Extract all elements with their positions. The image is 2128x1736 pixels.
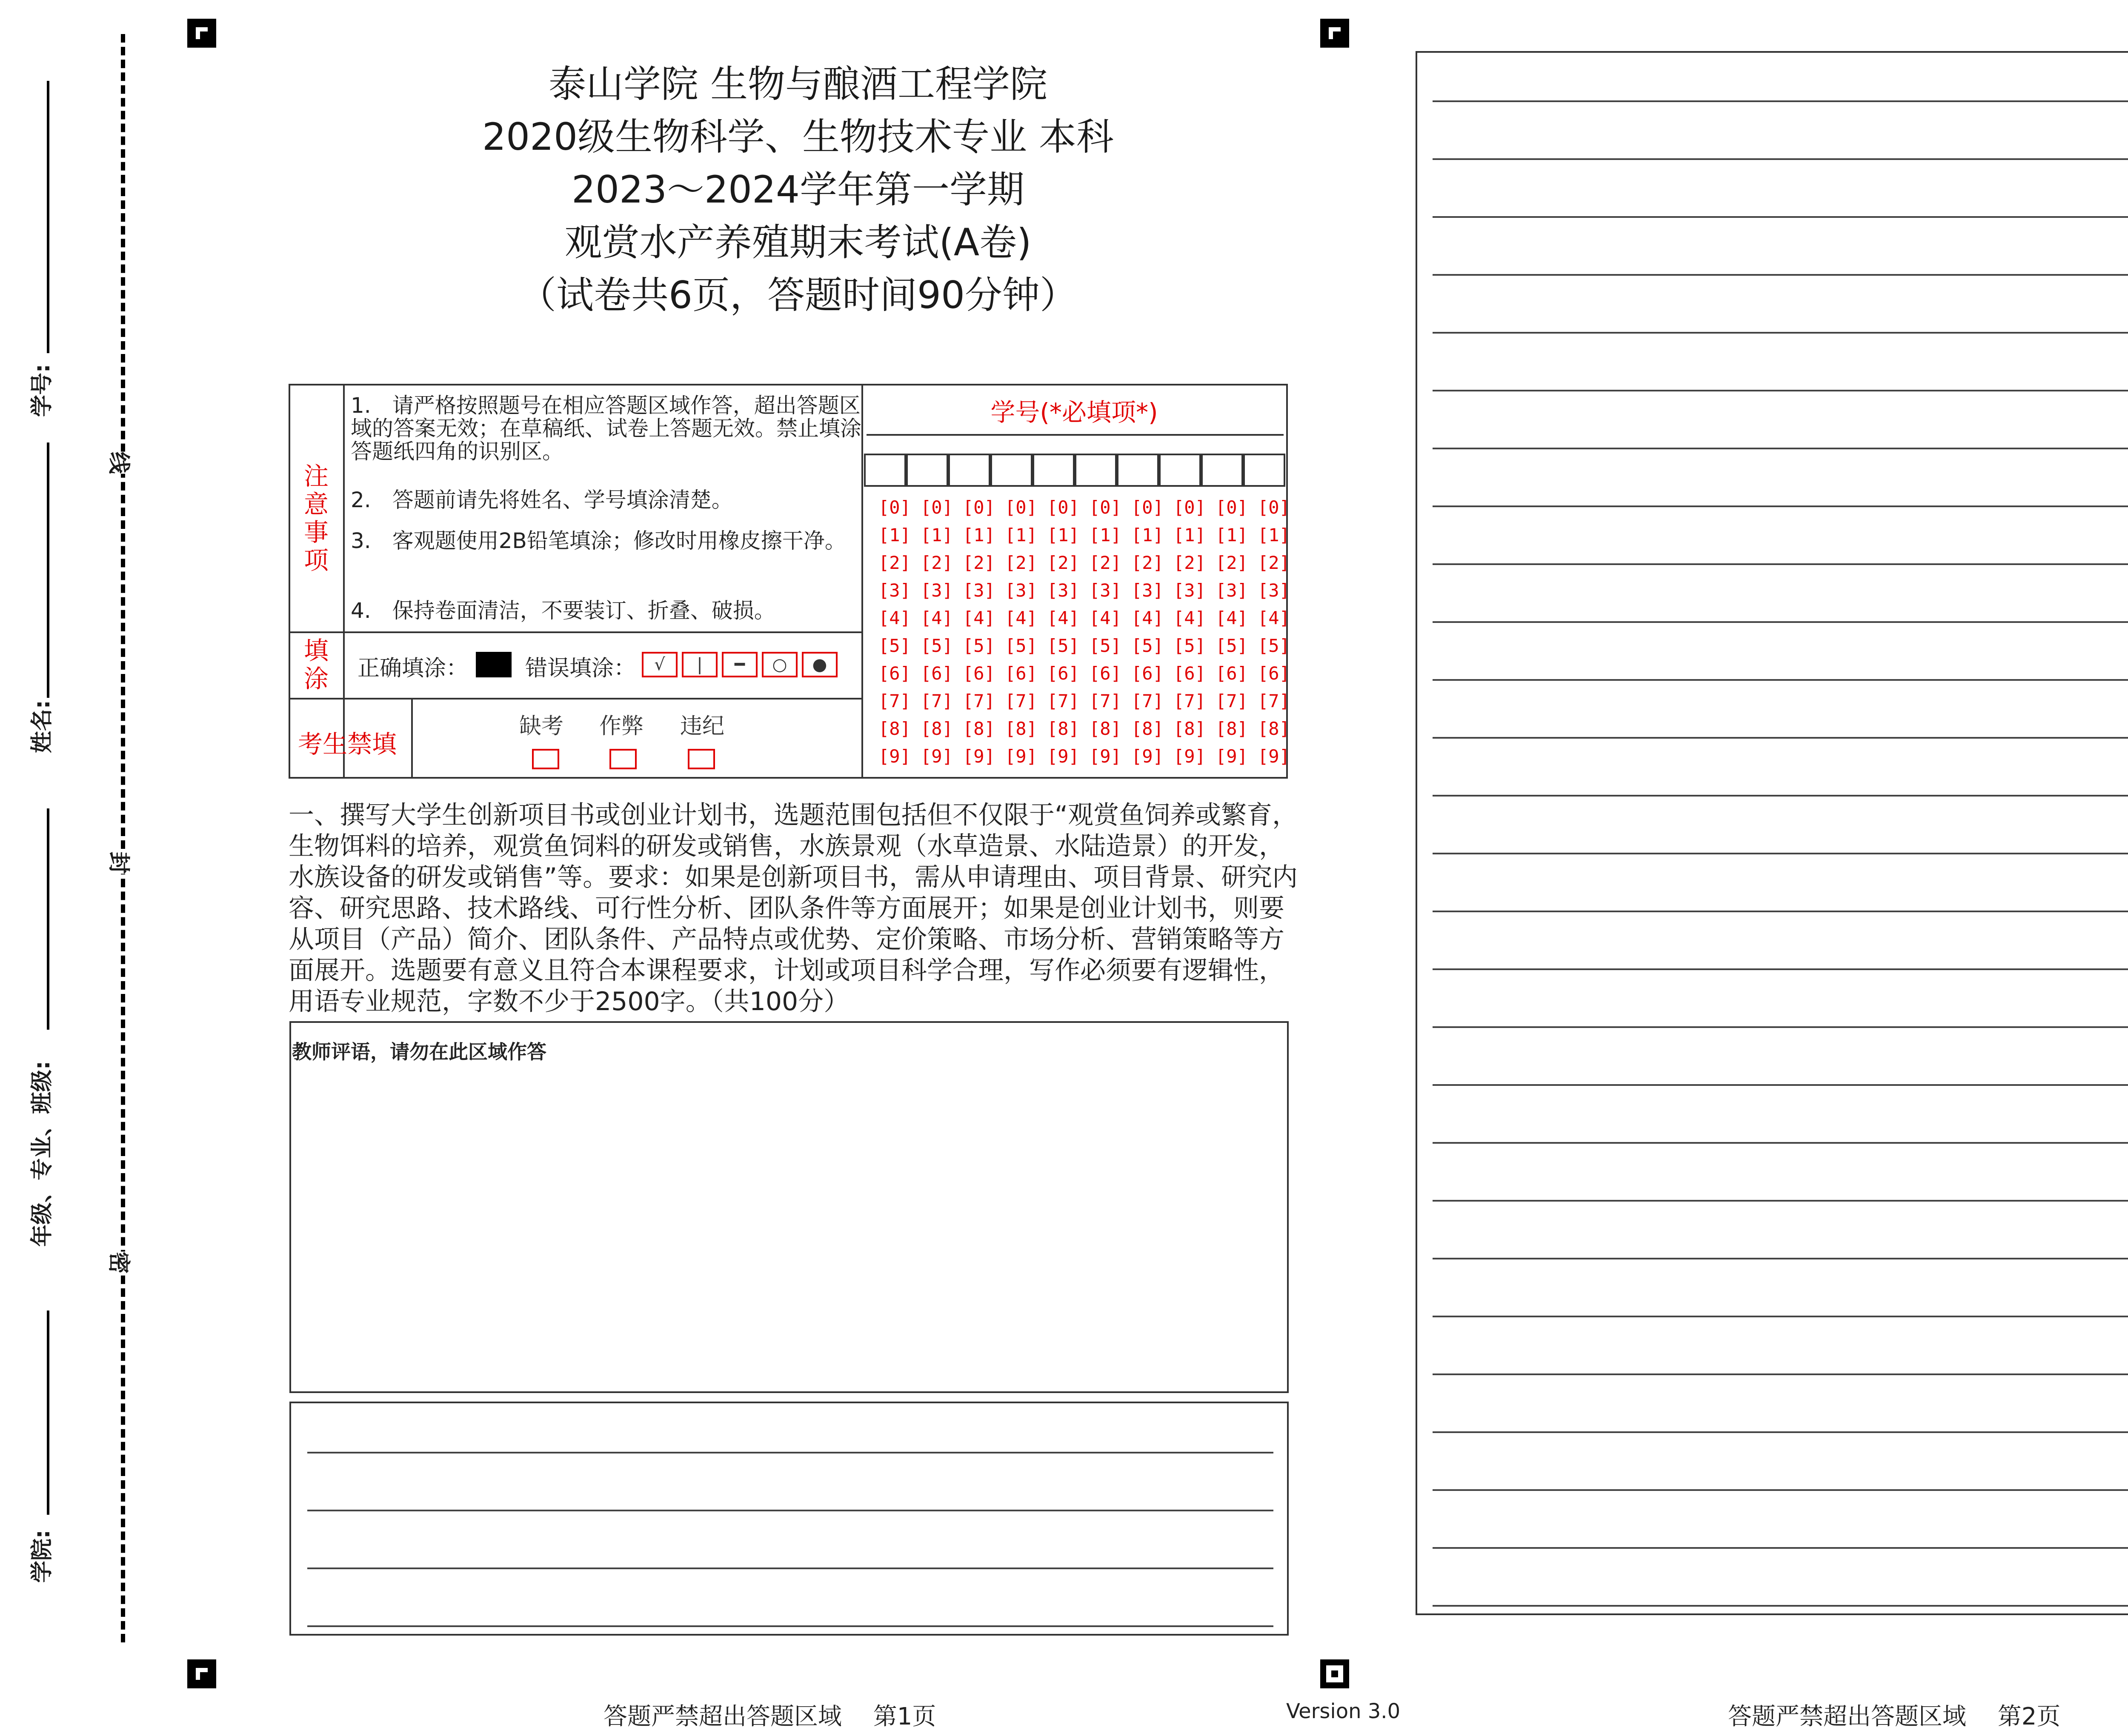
correct-fill-label: 正确填涂： (358, 656, 469, 681)
student-id-cell[interactable] (1117, 454, 1159, 487)
digit-bubble[interactable]: [2] (1005, 552, 1037, 573)
answer-line (1433, 1142, 2128, 1144)
answer-line (307, 1452, 1273, 1453)
digit-bubble[interactable]: [6] (878, 663, 911, 684)
digit-bubble[interactable]: [2] (963, 552, 995, 573)
digit-row (878, 525, 1300, 552)
digit-bubble[interactable]: [9] (878, 746, 911, 767)
forbidden-label: 考生禁填 (298, 730, 397, 759)
digit-bubble[interactable]: [8] (878, 718, 911, 739)
notice-item-4: 4. 保持卷面清洁，不要装订、折叠、破损。 (351, 598, 775, 623)
digit-bubble[interactable]: [9] (963, 746, 995, 767)
digit-bubble[interactable]: [1] (963, 525, 995, 545)
answer-line (1433, 332, 2128, 334)
digit-bubble[interactable]: [4] (1216, 608, 1248, 628)
answer-line (1433, 968, 2128, 970)
digit-bubble[interactable]: [6] (1173, 663, 1206, 684)
answer-line (1433, 274, 2128, 276)
digit-bubble[interactable]: [4] (1047, 608, 1079, 628)
digit-bubble[interactable]: [2] (1047, 552, 1079, 573)
student-id-cell[interactable] (1243, 454, 1285, 487)
digit-row (878, 663, 1300, 691)
digit-bubble[interactable]: [0] (1131, 497, 1164, 518)
teacher-comment-box (289, 1021, 1289, 1393)
header-exam-info: （试卷共6页，答题时间90分钟） (519, 273, 1077, 317)
wrong-fill-dash-mark: ━ (722, 652, 758, 677)
digit-bubble[interactable]: [5] (1005, 635, 1037, 656)
digit-bubble[interactable]: [5] (1131, 635, 1164, 656)
status-cheat-label: 作弊 (599, 714, 644, 739)
digit-bubble[interactable]: [2] (1216, 552, 1248, 573)
digit-bubble[interactable]: [0] (921, 497, 953, 518)
digit-bubble[interactable]: [6] (963, 663, 995, 684)
answer-line (1433, 1026, 2128, 1028)
digit-bubble[interactable]: [9] (1005, 746, 1037, 767)
digit-bubble[interactable]: [3] (963, 580, 995, 601)
digit-bubble[interactable]: [0] (1258, 497, 1290, 518)
digit-bubble[interactable]: [6] (1005, 663, 1037, 684)
digit-bubble[interactable]: [8] (1089, 718, 1121, 739)
digit-bubble[interactable]: [1] (1005, 525, 1037, 545)
status-cheat-checkbox[interactable] (609, 749, 637, 769)
digit-bubble[interactable]: [8] (1258, 718, 1290, 739)
answer-line (307, 1510, 1273, 1511)
header-exam-title: 观赏水产养殖期末考试(A卷) (564, 220, 1032, 264)
digit-bubble[interactable]: [5] (1047, 635, 1079, 656)
digit-bubble[interactable]: [1] (1216, 525, 1248, 545)
digit-bubble[interactable]: [5] (1258, 635, 1290, 656)
status-absent-label: 缺考 (519, 714, 564, 739)
answer-line (307, 1568, 1273, 1569)
digit-bubble[interactable]: [2] (1131, 552, 1164, 573)
answer-line (1433, 1258, 2128, 1259)
answer-line (1433, 911, 2128, 912)
digit-bubble[interactable]: [0] (1005, 497, 1037, 518)
digit-bubble[interactable]: [1] (1131, 525, 1164, 545)
digit-bubble[interactable]: [3] (921, 580, 953, 601)
digit-bubble[interactable]: [8] (1216, 718, 1248, 739)
digit-bubble[interactable]: [3] (1216, 580, 1248, 601)
notice-item-1: 1. 请严格按照题号在相应答题区域作答，超出答题区域的答案无效；在草稿纸、试卷上答题无效。禁止填涂答题纸四角的识别区。 (351, 393, 861, 464)
digit-bubble[interactable]: [6] (1131, 663, 1164, 684)
digit-row (878, 746, 1300, 774)
digit-bubble[interactable]: [9] (1216, 746, 1248, 767)
digit-bubble[interactable]: [1] (878, 525, 911, 545)
digit-bubble[interactable]: [3] (1089, 580, 1121, 601)
corner-marker-top-center (1320, 19, 1349, 48)
digit-bubble[interactable]: [9] (1089, 746, 1121, 767)
digit-bubble[interactable]: [9] (1047, 746, 1079, 767)
college-label: 学院: (29, 1530, 55, 1583)
digit-bubble[interactable]: [4] (1131, 608, 1164, 628)
digit-bubble[interactable]: [4] (1005, 608, 1037, 628)
answer-line (307, 1625, 1273, 1627)
answer-line (1433, 216, 2128, 218)
digit-bubble[interactable]: [9] (1131, 746, 1164, 767)
corner-marker-top-left (187, 19, 216, 48)
digit-bubble[interactable]: [4] (1173, 608, 1206, 628)
digit-row (878, 580, 1300, 608)
digit-bubble[interactable]: [5] (921, 635, 953, 656)
digit-bubble[interactable]: [6] (1047, 663, 1079, 684)
status-violation-checkbox[interactable] (688, 749, 715, 769)
digit-bubble[interactable]: [5] (1173, 635, 1206, 656)
digit-bubble[interactable]: [2] (1173, 552, 1206, 573)
answer-line (1433, 1489, 2128, 1491)
digit-bubble[interactable]: [1] (1258, 525, 1290, 545)
digit-bubble[interactable]: [7] (1089, 691, 1121, 711)
digit-bubble[interactable]: [5] (878, 635, 911, 656)
student-id-cell[interactable] (1201, 454, 1243, 487)
wrong-fill-circle-mark: ○ (762, 652, 798, 677)
header-major: 2020级生物科学、生物技术专业 本科 (482, 115, 1114, 159)
digit-bubble[interactable]: [1] (1047, 525, 1079, 545)
digit-bubble[interactable]: [3] (1047, 580, 1079, 601)
college-line (47, 1311, 49, 1515)
student-id-cell[interactable] (1159, 454, 1201, 487)
status-violation-label: 违纪 (680, 714, 725, 739)
digit-bubble[interactable]: [0] (963, 497, 995, 518)
student-id-title: 学号(*必填项*) (990, 398, 1158, 427)
digit-bubble[interactable]: [0] (1047, 497, 1079, 518)
digit-bubble[interactable]: [6] (1258, 663, 1290, 684)
digit-bubble[interactable]: [4] (963, 608, 995, 628)
digit-row (878, 608, 1300, 635)
answer-line (1433, 1547, 2128, 1549)
class-line (47, 808, 49, 1030)
name-line (47, 443, 49, 698)
digit-bubble[interactable]: [9] (1258, 746, 1290, 767)
digit-bubble[interactable]: [7] (878, 691, 911, 711)
student-id-cell[interactable] (1033, 454, 1075, 487)
class-label: 年级、专业、班级: (29, 1061, 55, 1247)
digit-bubble[interactable]: [7] (1173, 691, 1206, 711)
digit-bubble[interactable]: [7] (1216, 691, 1248, 711)
digit-bubble[interactable]: [4] (878, 608, 911, 628)
answer-line (1433, 563, 2128, 565)
answer-line (1433, 158, 2128, 160)
digit-bubble[interactable]: [2] (921, 552, 953, 573)
wrong-fill-check-mark: √ (642, 652, 678, 677)
digit-bubble[interactable]: [7] (1258, 691, 1290, 711)
digit-bubble[interactable]: [6] (921, 663, 953, 684)
digit-bubble[interactable]: [7] (963, 691, 995, 711)
digit-bubble[interactable]: [4] (921, 608, 953, 628)
digit-bubble[interactable]: [8] (1047, 718, 1079, 739)
wrong-fill-vertical-mark: | (682, 652, 718, 677)
fill-side-label: 填涂 (303, 636, 329, 693)
answer-box-page1[interactable] (289, 1402, 1289, 1636)
digit-bubble[interactable]: [5] (963, 635, 995, 656)
answer-line (1433, 505, 2128, 507)
digit-bubble[interactable]: [0] (1089, 497, 1121, 518)
student-id-bubble-grid (878, 497, 1300, 774)
digit-bubble[interactable]: [2] (1258, 552, 1290, 573)
digit-bubble[interactable]: [8] (1173, 718, 1206, 739)
answer-line (1433, 1373, 2128, 1375)
digit-bubble[interactable]: [4] (1089, 608, 1121, 628)
question-text: 一、撰写大学生创新项目书或创业计划书，选题范围包括但不仅限于“观赏鱼饲养或繁育，生物饵料的培养，观赏鱼饲料的研发或销售，水族景观（水草造景、水陆造景）的开发，水族设备的研发或销售”等。要求：如果是创新项目书，需从申请理由、项目背景、研究内容、研究思路、技术路线、可行性分析、团队条件等方面展开；如果是创业计划书，则要从项目（产品）简介、团队条件、产品特点或优势、定价策略、市场分析、营销策略等方面展开。选题要有意义且符合本课程要求，计划或项目科学合理，写作必须要有逻辑性，用语专业规范，字数不少于2500字。（共100分） (289, 800, 1298, 1016)
answer-line (1433, 1084, 2128, 1086)
status-absent-checkbox[interactable] (532, 749, 559, 769)
student-id-cell[interactable] (948, 454, 990, 487)
notice-item-3: 3. 客观题使用2B铅笔填涂；修改时用橡皮擦干净。 (351, 528, 846, 553)
digit-bubble[interactable]: [9] (921, 746, 953, 767)
footer-version: Version 3.0 (1286, 1699, 1401, 1723)
digit-bubble[interactable]: [3] (1173, 580, 1206, 601)
student-id-cell[interactable] (906, 454, 948, 487)
digit-bubble[interactable]: [3] (1258, 580, 1290, 601)
digit-bubble[interactable]: [2] (878, 552, 911, 573)
answer-line (1433, 1431, 2128, 1433)
digit-bubble[interactable]: [3] (1005, 580, 1037, 601)
digit-bubble[interactable]: [0] (1216, 497, 1248, 518)
notice-item-2: 2. 答题前请先将姓名、学号填涂清楚。 (351, 488, 733, 512)
student-id-cell[interactable] (1075, 454, 1117, 487)
digit-bubble[interactable]: [3] (878, 580, 911, 601)
seal-text-mi: 密 (105, 1251, 137, 1273)
answer-line (1433, 795, 2128, 797)
digit-bubble[interactable]: [7] (1131, 691, 1164, 711)
digit-bubble[interactable]: [0] (1173, 497, 1206, 518)
answer-line (1433, 621, 2128, 623)
digit-row (878, 552, 1300, 580)
answer-line (1433, 1200, 2128, 1202)
digit-row (878, 497, 1300, 525)
notice-side-label: 注意事项 (303, 462, 329, 575)
digit-bubble[interactable]: [1] (1173, 525, 1206, 545)
digit-bubble[interactable]: [2] (1089, 552, 1121, 573)
digit-row (878, 718, 1300, 746)
digit-bubble[interactable]: [8] (963, 718, 995, 739)
digit-row (878, 635, 1300, 663)
digit-bubble[interactable]: [5] (1089, 635, 1121, 656)
answer-line (1433, 1605, 2128, 1607)
digit-bubble[interactable]: [5] (1216, 635, 1248, 656)
wrong-fill-label: 错误填涂： (525, 656, 636, 681)
answer-line (1433, 100, 2128, 102)
wrong-fill-dot-mark: ● (802, 652, 838, 677)
footer-page1: 答题严禁超出答题区域 第1页 (604, 1703, 936, 1730)
digit-bubble[interactable]: [8] (921, 718, 953, 739)
name-label: 姓名: (29, 700, 55, 753)
corner-marker-bottom-center (1320, 1659, 1349, 1688)
seal-text-line: 线 (105, 451, 137, 474)
seal-text-feng: 封 (105, 851, 137, 874)
answer-line (1433, 679, 2128, 681)
digit-bubble[interactable]: [6] (1216, 663, 1248, 684)
answer-line (1433, 737, 2128, 739)
binding-dashed-line (121, 34, 125, 1642)
digit-bubble[interactable]: [0] (878, 497, 911, 518)
header-school: 泰山学院 生物与酿酒工程学院 (549, 62, 1047, 106)
digit-bubble[interactable]: [7] (921, 691, 953, 711)
answer-box-page2[interactable] (1416, 51, 2128, 1615)
answer-line (1433, 448, 2128, 449)
digit-bubble[interactable]: [8] (1005, 718, 1037, 739)
digit-bubble[interactable]: [8] (1131, 718, 1164, 739)
footer-page2: 答题严禁超出答题区域 第2页 (1728, 1703, 2061, 1730)
digit-bubble[interactable]: [1] (921, 525, 953, 545)
digit-bubble[interactable]: [3] (1131, 580, 1164, 601)
student-id-cell[interactable] (864, 454, 906, 487)
answer-line (1433, 1316, 2128, 1317)
digit-row (878, 691, 1300, 718)
digit-bubble[interactable]: [1] (1089, 525, 1121, 545)
digit-bubble[interactable]: [9] (1173, 746, 1206, 767)
digit-bubble[interactable]: [6] (1089, 663, 1121, 684)
answer-line (1433, 390, 2128, 391)
corner-marker-bottom-left (187, 1659, 216, 1688)
student-id-label: 学号: (29, 364, 55, 417)
digit-bubble[interactable]: [7] (1005, 691, 1037, 711)
correct-fill-sample (476, 652, 512, 677)
answer-line (1433, 853, 2128, 854)
digit-bubble[interactable]: [7] (1047, 691, 1079, 711)
teacher-comment-label: 教师评语，请勿在此区域作答 (292, 1040, 546, 1063)
student-id-cell[interactable] (990, 454, 1033, 487)
digit-bubble[interactable]: [4] (1258, 608, 1290, 628)
header-term: 2023～2024学年第一学期 (572, 168, 1024, 211)
student-id-line (47, 81, 49, 353)
